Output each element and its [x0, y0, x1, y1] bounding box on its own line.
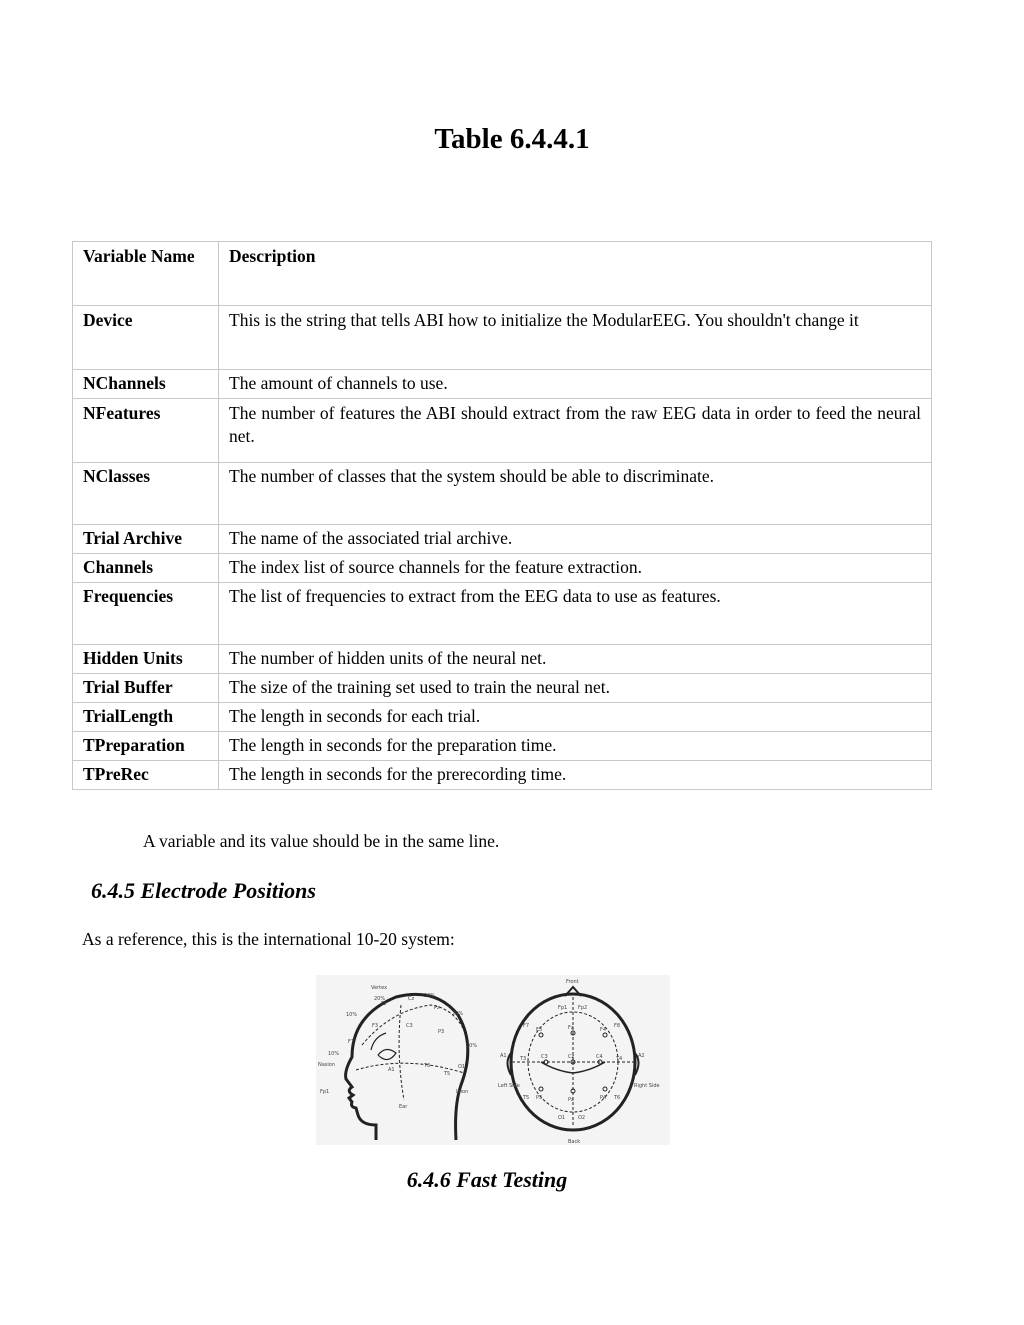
electrode-label: C3: [406, 1023, 413, 1029]
table-row: [73, 583, 932, 645]
table-row: [73, 703, 932, 732]
variable-name-cell: TPreRec: [73, 761, 219, 790]
table-row: [73, 761, 932, 790]
percent-label: 20%: [466, 1043, 478, 1049]
electrode-label: Pz: [568, 1097, 574, 1103]
table-header-row: [73, 242, 932, 306]
electrode-label: A1: [388, 1067, 395, 1073]
percent-label: 10%: [328, 1051, 340, 1057]
variable-name-cell: Channels: [73, 554, 219, 583]
electrode-label: F8: [614, 1023, 621, 1029]
inion-label: Inion: [456, 1089, 469, 1095]
variable-description-cell: The number of features the ABI should extract from the raw EEG data in order to feed the neural net.: [219, 399, 932, 463]
electrode-label: F3: [372, 1023, 379, 1029]
electrode-label: F3: [536, 1027, 543, 1033]
electrode-label: O1: [558, 1115, 566, 1121]
electrode-label: P4: [600, 1095, 607, 1101]
variable-description-cell: The number of hidden units of the neural net.: [219, 645, 932, 674]
electrode-label: Fp2: [578, 1005, 588, 1011]
variable-description-cell: The index list of source channels for the feature extraction.: [219, 554, 932, 583]
electrode-label: Fp1: [558, 1005, 568, 1011]
ear-label: Ear: [399, 1104, 408, 1110]
electrode-label: P3: [438, 1029, 445, 1035]
table-row: [73, 732, 932, 761]
section-heading-electrode-positions: 6.4.5 Electrode Positions: [91, 878, 316, 903]
electrode-label: T5: [444, 1071, 451, 1077]
variable-name-cell: NClasses: [73, 463, 219, 525]
percent-label: 20%: [452, 1011, 464, 1017]
electrode-label: Cz: [408, 996, 415, 1002]
table-row: [73, 463, 932, 525]
note-text: A variable and its value should be in the same line.: [143, 831, 500, 851]
electrode-label: C4: [596, 1054, 603, 1060]
table-row: [73, 645, 932, 674]
variable-description-cell: The name of the associated trial archive.: [219, 525, 932, 554]
electrode-label: Fz: [381, 1001, 387, 1007]
nasion-label: Nasion: [318, 1062, 336, 1068]
electrode-label: A2: [638, 1053, 645, 1059]
variables-table: [72, 241, 932, 790]
variable-name-cell: Frequencies: [73, 583, 219, 645]
section-heading-fast-testing: 6.4.6 Fast Testing: [406, 1167, 568, 1192]
electrode-label: P3: [536, 1095, 543, 1101]
electrode-label: Pz: [434, 1005, 440, 1011]
percent-label: 10%: [346, 1012, 358, 1018]
variable-name-cell: Device: [73, 306, 219, 370]
electrode-label: C3: [541, 1054, 548, 1060]
variable-description-cell: The length in seconds for the preparation time.: [219, 732, 932, 761]
electrode-label: F4: [600, 1027, 607, 1033]
vertex-label: Vertex: [371, 985, 388, 991]
electrode-positions-figure: [316, 975, 670, 1145]
table-row: [73, 674, 932, 703]
electrode-label: Fz: [568, 1025, 574, 1031]
variable-description-cell: This is the string that tells ABI how to initialize the ModularEEG. You shouldn't change it: [219, 306, 932, 370]
electrode-label: T3: [520, 1056, 527, 1062]
table-row: [73, 399, 932, 463]
variable-name-cell: TPreparation: [73, 732, 219, 761]
variable-description-cell: The length in seconds for each trial.: [219, 703, 932, 732]
variable-name-cell: Trial Archive: [73, 525, 219, 554]
left-side-label: Left Side: [498, 1083, 520, 1089]
table-row: [73, 525, 932, 554]
variable-description-cell: The number of classes that the system should be able to discriminate.: [219, 463, 932, 525]
electrode-label: T4: [616, 1056, 623, 1062]
electrode-diagram: [316, 975, 670, 1145]
table-title: Table 6.4.4.1: [434, 123, 590, 155]
electrode-label: T5: [523, 1095, 530, 1101]
column-header-variable-name: Variable Name: [73, 242, 219, 306]
percent-label: 20%: [374, 996, 386, 1002]
back-label: Back: [568, 1139, 581, 1145]
variable-description-cell: The size of the training set used to train the neural net.: [219, 674, 932, 703]
variable-name-cell: Hidden Units: [73, 645, 219, 674]
variable-description-cell: The length in seconds for the prerecording time.: [219, 761, 932, 790]
percent-label: 20%: [424, 993, 436, 999]
table-row: [73, 306, 932, 370]
electrode-label: T3: [424, 1063, 431, 1069]
column-header-description: Description: [219, 242, 932, 306]
electrode-label: F7: [523, 1023, 530, 1029]
right-side-label: Right Side: [634, 1083, 660, 1089]
table-row: [73, 554, 932, 583]
side-view-head: [346, 994, 468, 1140]
variable-name-cell: NChannels: [73, 370, 219, 399]
variable-name-cell: NFeatures: [73, 399, 219, 463]
electrode-label: T6: [614, 1095, 621, 1101]
electrode-label: Cz: [568, 1054, 575, 1060]
electrode-label: Fp1: [320, 1089, 330, 1095]
variable-description-cell: The amount of channels to use.: [219, 370, 932, 399]
electrode-intro-text: As a reference, this is the international 10-20 system:: [82, 929, 455, 949]
variable-description-cell: The list of frequencies to extract from the EEG data to use as features.: [219, 583, 932, 645]
electrode-label: A1: [500, 1053, 507, 1059]
variable-name-cell: Trial Buffer: [73, 674, 219, 703]
electrode-label: F7: [348, 1039, 355, 1045]
electrode-label: O1: [458, 1064, 466, 1070]
table-row: [73, 370, 932, 399]
electrode-label: O2: [578, 1115, 586, 1121]
front-label: Front: [566, 979, 579, 985]
variable-name-cell: TrialLength: [73, 703, 219, 732]
